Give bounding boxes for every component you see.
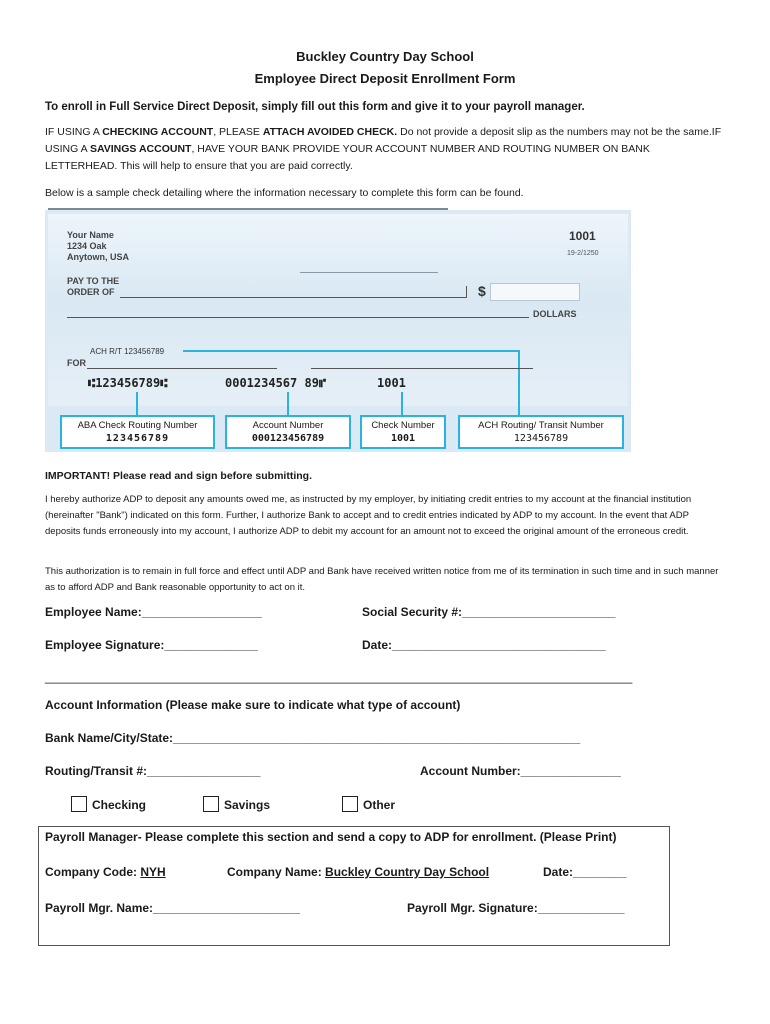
intro-instructions: IF USING A CHECKING ACCOUNT, PLEASE ATTACH AVOIDED CHECK. Do not provide a deposit slip as the numbers may not be the same.IF USING A SAVINGS ACCOUNT, HAVE YOUR BANK PROVIDE YOUR ACCOUNT NUMBER AND ROUTING NUMBER ON BANK LETTERHEAD. This will help to ensure that you are paid correctly. (45, 126, 722, 172)
termination-paragraph: This authorization is to remain in full force and effect until ADP and Bank have received written notice from me of its termination in such time and in such manner as to afford ADP and Bank reasonable opportunity to act on it. (45, 566, 719, 593)
check-address-1: 1234 Oak (67, 241, 107, 251)
check-fraction: 19-2/1250 (567, 250, 599, 257)
payee-line (120, 297, 466, 298)
other-label: Other (363, 798, 396, 812)
account-info-heading: Account Information (Please make sure to indicate what type of account) (45, 698, 461, 712)
bank-name-field[interactable]: Bank Name/City/State:_____________________________________________________________ (45, 731, 581, 745)
payee-line-end (466, 286, 467, 298)
form-title: Employee Direct Deposit Enrollment Form (254, 71, 516, 86)
payroll-mgr-signature-field[interactable]: Payroll Mgr. Signature:_____________ (407, 901, 625, 915)
payroll-mgr-name-field[interactable]: Payroll Mgr. Name:______________________ (45, 901, 300, 915)
payroll-heading: Payroll Manager- Please complete this section and send a copy to ADP for enrollment. (Please Print) (45, 830, 617, 844)
ach-pointer-line (183, 350, 520, 352)
school-name: Buckley Country Day School (296, 49, 474, 64)
checking-label: Checking (92, 798, 147, 812)
routing-transit-field[interactable]: Routing/Transit #:_________________ (45, 764, 261, 778)
payroll-date-field[interactable]: Date:________ (543, 865, 627, 879)
payroll-manager-box (38, 826, 670, 946)
label-routing-number: ABA Check Routing Number 123456789 (60, 415, 215, 449)
savings-label: Savings (224, 798, 271, 812)
checking-option[interactable] (71, 796, 146, 812)
routing-pointer (136, 392, 138, 416)
check-owner-name: Your Name (67, 230, 114, 240)
for-label: FOR (67, 358, 86, 368)
company-code-value: NYH (140, 865, 166, 879)
other-checkbox[interactable] (342, 796, 358, 812)
section-divider: ________________________________________________________________________________________ (45, 670, 633, 684)
amount-box (490, 283, 580, 301)
employee-signature-field[interactable]: Employee Signature:______________ (45, 638, 258, 652)
signature-line (311, 368, 533, 369)
dollars-label: DOLLARS (533, 309, 577, 319)
company-name-value: Buckley Country Day School (325, 865, 490, 879)
date-line (300, 272, 438, 273)
company-name: Company Name: Buckley Country Day School (227, 865, 490, 879)
company-code: Company Code: NYH (45, 865, 166, 879)
ach-pointer-drop (518, 350, 520, 416)
intro-lead: To enroll in Full Service Direct Deposit, simply fill out this form and give it to your payroll manager. (45, 101, 585, 113)
savings-option[interactable] (203, 796, 270, 812)
micr-account: 0001234567 89⑈ (225, 376, 327, 390)
dollar-sign: $ (478, 283, 486, 299)
savings-checkbox[interactable] (203, 796, 219, 812)
sample-note: Below is a sample check detailing where the information necessary to complete this form can be found. (45, 187, 524, 199)
micr-routing: ⑆123456789⑆ (88, 376, 168, 390)
label-account-number: Account Number 000123456789 (225, 415, 351, 449)
check-number: 1001 (569, 229, 596, 243)
other-option[interactable] (342, 796, 395, 812)
label-check-number: Check Number 1001 (360, 415, 446, 449)
memo-line (87, 368, 277, 369)
pay-to-label-2: ORDER OF (67, 287, 115, 297)
check-address-2: Anytown, USA (67, 252, 129, 262)
check-top-line (48, 208, 448, 210)
account-pointer (287, 392, 289, 416)
amount-words-line (67, 317, 529, 318)
employee-name-field[interactable]: Employee Name:__________________ (45, 605, 262, 619)
label-ach-routing: ACH Routing/ Transit Number 123456789 (458, 415, 624, 449)
account-number-field[interactable]: Account Number:_______________ (420, 764, 621, 778)
micr-check: 1001 (377, 376, 406, 390)
authorization-paragraph: I hereby authorize ADP to deposit any amounts owed me, as instructed by my employer, by initiating credit entries to my account at the financial institution (hereinafter "Bank") indicated on this form. Further, I authorize Bank to accept and to credit entries indicated by ADP to my account. In the event that ADP deposits funds erroneously into my account, I authorize ADP to debit my account for an amount not to exceed the original amount of the erroneous credit. (45, 494, 692, 537)
ssn-field[interactable]: Social Security #:_______________________ (362, 605, 616, 619)
pay-to-label-1: PAY TO THE (67, 276, 120, 286)
important-heading: IMPORTANT! Please read and sign before submitting. (45, 470, 313, 482)
checking-checkbox[interactable] (71, 796, 87, 812)
check-number-pointer (401, 392, 403, 416)
employee-date-field[interactable]: Date:________________________________ (362, 638, 606, 652)
ach-label: ACH R/T 123456789 (90, 347, 165, 356)
